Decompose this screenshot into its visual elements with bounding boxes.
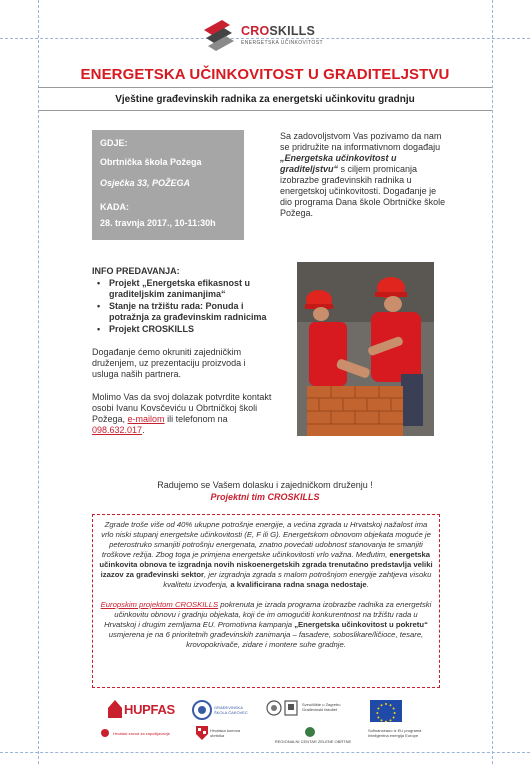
page-subtitle: Vještine građevinskih radnika za energetski učinkovitu gradnju [115,94,415,105]
guide-line-right [492,0,493,764]
info-section [92,266,274,436]
croskills-logo-icon [200,16,238,52]
unizg-text: Sveučilište u Zagrebu Građevinski fakultet [302,702,341,712]
energy-paragraph: Zgrade troše više od 40% ukupne potrošnje energije, a većina zgrada u Hrvatskoj nažalost ima vrlo niski stupanj energetske učinkovitosti (E, F ili G). Energetskom obnovom objekata moguće je peterostruko smanjiti potrošnju energenata, znatno povećati udobnost stanovanja te smanjiti troškove režija. Zbog toga je primjena energetske učinkovitosti vrlo važna. Međutim, energetska učinkovita obnova te izgradnja novih niskoenergetskih zgrada trenutačno predstavlja veliki izazov za građevinski sektor, jer izgradnja zgrada s malom potrošnjom energije zahtjeva visoku kvalitetu izvođenja, a kvalificirana radna snaga nedostaje. [99,520,433,589]
unizg-logo [266,700,300,722]
list-item: • Projekt „Energetska efikasnost u graditeljskim zanimanjima“ [92,278,274,300]
regional-center-icon [304,726,316,738]
info-heading: INFO PREDAVANJA: [92,266,180,276]
logo-tagline: ENERGETSKA UČINKOVITOST [241,40,323,46]
faculty-icon [284,700,298,716]
list-item: • Stanje na tržištu rada: Ponuda i potražnja za građevinskim radnicima [92,301,274,323]
subtitle-divider [38,110,492,111]
partner-logos [100,694,440,748]
team-signature: Projektni tim CROSKILLS [210,492,320,502]
hupfas-house-icon [108,700,122,718]
hzz-logo: Hrvatski zavod za zapošljavanje [100,728,180,742]
closing-line: Radujemo se Vašem dolasku i zajedničkom druženju ! [157,480,373,490]
eu-flag-icon [370,700,402,722]
event-details-box [92,130,244,240]
phone-link[interactable]: 098.632.017 [92,425,143,435]
eu-logo: Sufinancirano iz EU programa Inteligentna energija Europe [368,698,438,744]
lecture-list [92,278,274,335]
hok-logo: Hrvatska komora obrtnika [196,726,254,744]
hupfas-logo: HUPFAS [108,700,188,722]
croskills-logo [200,16,330,52]
email-link[interactable]: e-mailom [127,414,165,424]
unizg-seal-icon [266,700,282,716]
where-label: GDJE: [100,138,128,148]
school-emblem-icon [192,700,212,720]
regional-center-logo: REGIONALNI CENTAR ZELENE OBRTNE [266,726,360,744]
rsvp-paragraph: Molimo Vas da svoj dolazak potvrdite kontakt osobi Ivanu Kovsčeviću u Obrtničkoj školi Požega, e-mailom ili telefonom na 098.632.017. [92,392,272,435]
list-item: • Projekt CROSKILLS [92,324,274,335]
logo-wordmark: CROSKILLS [241,24,316,38]
project-info-box [92,514,440,688]
title-divider [38,87,492,88]
event-name: „Energetska učinkovitost u graditeljstvu“ [280,153,397,174]
social-paragraph: Događanje ćemo okruniti zajedničkim druženjem, uz prezentaciju proizvoda i usluga naših partnera. [92,347,246,379]
guide-line-bottom [0,752,530,753]
workers-photo [297,262,434,436]
workers-photo-image [297,262,434,436]
invitation-text: Sa zadovoljstvom Vas pozivamo da nam se pridružite na informativnom događaju „Energetska učinkovitost u graditeljstvu“ s ciljem promicanja izobrazbe građevinskih radnika u energetskoj učinkovitosti. Događanje je dio programa Dana škole Obrtničke škole Požega. [280,131,446,218]
school-logo: GRAĐEVINSKA ŠKOLA ČAKOVEC [192,700,244,722]
project-paragraph: Europskim projektom CROSKILLS pokrenuta je izrada programa izobrazbe radnika za energetski učinkovitu obnovu i gradnju objekata, koji će im omogućiti konkurentnost na tržištu rada u Hrvatskoj i drugim zemljama EU. Promotivna kampanja „Energetska učinkovitost u pokretu“ usmjerena je na 6 prioritetnih građevinskih zanimanja – fasadere, soboslikare/ličioce, tesare, krovopokrivače, zidare i montere suhe gradnje. [100,600,432,649]
hzz-icon [100,728,110,738]
closing-text [0,479,530,503]
address-text: Osječka 33, POŽEGA [100,178,191,188]
when-label: KADA: [100,202,129,212]
hok-shield-icon [196,726,208,740]
venue-text: Obrtnička škola Požega [100,157,202,167]
datetime-text: 28. travnja 2017., 10-11:30h [100,218,216,228]
page-title: ENERGETSKA UČINKOVITOST U GRADITELJSTVU [80,66,450,83]
croskills-project-link[interactable]: Europskim projektom CROSKILLS [100,600,219,609]
guide-line-left [38,0,39,764]
